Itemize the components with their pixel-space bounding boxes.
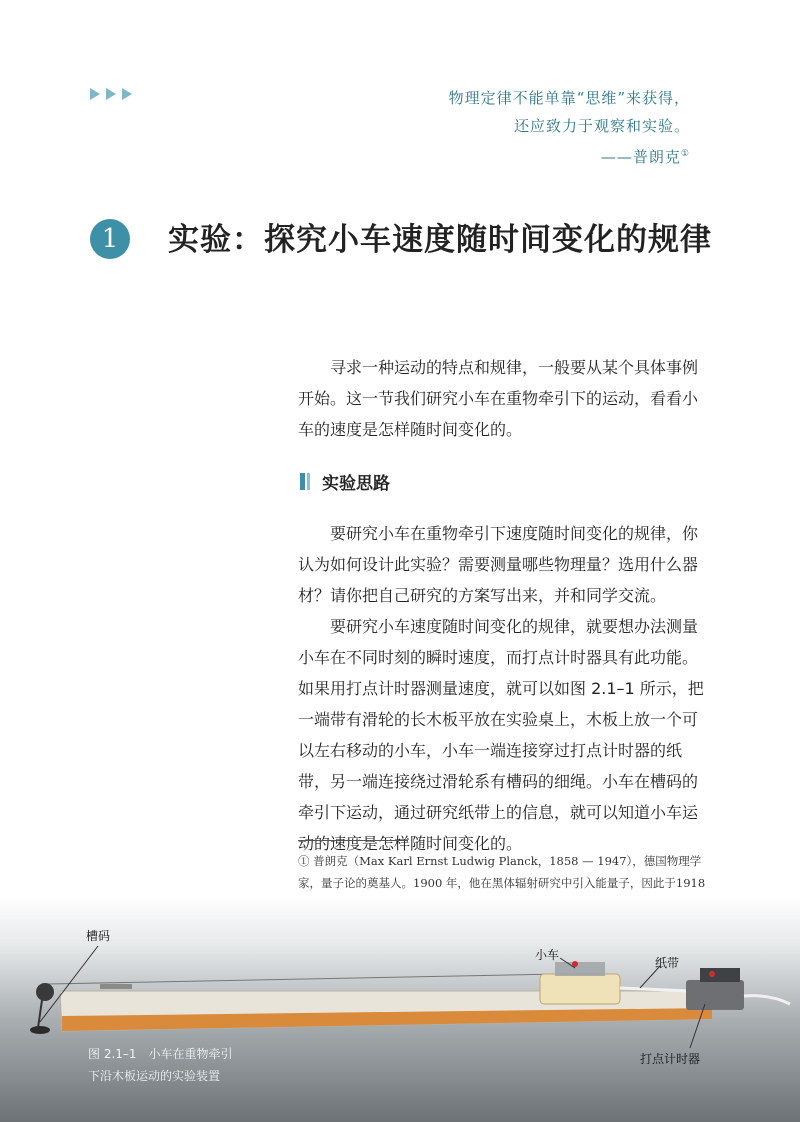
- intro-paragraph: [298, 352, 708, 445]
- label-weight: 槽码: [86, 929, 111, 943]
- pulley: [36, 983, 54, 1001]
- section-number: 1: [90, 219, 130, 259]
- apparatus-illustration: [0, 896, 800, 1122]
- arrow-icon: [90, 88, 100, 100]
- intro-text: 寻求一种运动的特点和规律，一般要从某个具体事例开始。这一节我们研究小车在重物牵引下的运动，看看小车的速度是怎样随时间变化的。: [298, 358, 699, 439]
- paragraph-1: 要研究小车在重物牵引下速度随时间变化的规律，你认为如何设计此实验？需要测量哪些物理量？选用什么器材？请你把自己研究的方案写出来，并和同学交流。: [298, 524, 699, 605]
- quote-line-2: 还应致力于观察和实验。: [513, 117, 690, 135]
- cart: [540, 974, 620, 1004]
- experiment-photo: [0, 896, 800, 1122]
- footnote-marker: ①: [680, 149, 690, 159]
- section-title: 实验：探究小车速度随时间变化的规律: [168, 222, 712, 258]
- quote-author: [449, 140, 690, 171]
- timer: [686, 980, 744, 1010]
- footnote-rule: [298, 840, 408, 841]
- figure-caption: [88, 1043, 233, 1087]
- header-arrows: [90, 88, 132, 100]
- label-tape: 纸带: [655, 956, 680, 970]
- epigraph-quote: [449, 84, 690, 171]
- subheading: [300, 469, 390, 494]
- caption-line-2: 下沿木板运动的实验装置: [88, 1069, 221, 1083]
- label-cart: 小车: [535, 948, 560, 962]
- string: [48, 974, 560, 984]
- caption-line-1: 图 2.1–1 小车在重物牵引: [88, 1047, 233, 1061]
- main-paragraphs: [298, 518, 708, 859]
- footnote: ① 普朗克（Max Karl Ernst Ludwig Planck，1858 — 1947），德国物理学家，量子论的奠基人。1900 年，他在黑体辐射研究中引入能量子，因此于1918: [298, 854, 706, 890]
- arrow-icon: [122, 88, 132, 100]
- arrow-icon: [106, 88, 116, 100]
- paragraph-2: 要研究小车速度随时间变化的规律，就要想办法测量小车在不同时刻的瞬时速度，而打点计时器具有此功能。如果用打点计时器测量速度，就可以如图 2.1–1 所示，把一端带有滑轮的长木板平放在实验桌上，木板上放一个可以左右移动的小车，小车一端连接穿过打点计时器的纸带，另一端连接绕过滑轮系有槽码的细绳。小车在槽码的牵引下运动，通过研究纸带上的信息，就可以知道小车运动的速度是怎样随时间变化的。: [298, 617, 704, 853]
- subheading-bar-icon: [300, 473, 310, 490]
- hanging-weight: [30, 1026, 50, 1034]
- quote-line-1: 物理定律不能单靠“思维”来获得，: [448, 89, 690, 107]
- quote-author-name: ——普朗克: [600, 148, 681, 166]
- label-timer: 打点计时器: [640, 1052, 701, 1066]
- subheading-text: 实验思路: [322, 474, 390, 494]
